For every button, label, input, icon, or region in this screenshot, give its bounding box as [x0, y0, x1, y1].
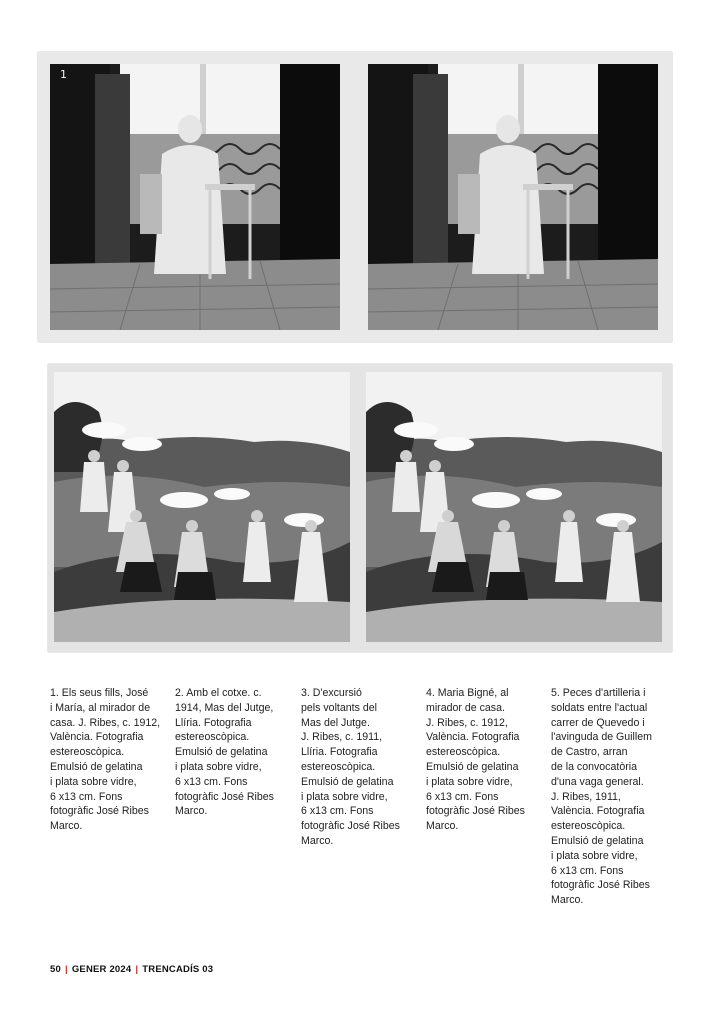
stereo-photo-1-right: [368, 64, 658, 330]
photo-number-2: 2: [66, 378, 73, 391]
page-number: 50: [50, 964, 61, 975]
caption-1: 1. Els seus fills, José i María, al mirador de casa. J. Ribes, c. 1912, València. Fotografia estereoscòpica. Emulsió de gelatina i plata sobre vidre, 6 x13 cm. Fons fotogràfic José Ribes Marco.: [50, 687, 161, 833]
group-excursion-image: [54, 372, 350, 642]
caption-2: 2. Amb el cotxe. c. 1914, Mas del Jutge, Llíria. Fotografia estereoscòpica. Emulsió de gelatina i plata sobre vidre, 6 x13 cm. Fons fotogràfic José Ribes Marco.: [175, 687, 274, 818]
caption-4: 4. Maria Bigné, al mirador de casa. J. Ribes, c. 1912, València. Fotografia estereoscòpica. Emulsió de gelatina i plata sobre vidre, 6 x13 cm. Fons fotogràfic José Ribes Marco.: [426, 687, 525, 833]
woman-reading-image: [50, 64, 340, 330]
caption-3: 3. D'excursió pels voltants del Mas del Jutge. J. Ribes, c. 1911, Llíria. Fotografia estereoscòpica. Emulsió de gelatina i plata sobre vidre, 6 x13 cm. Fons fotogràfic José Ribes Marco.: [301, 687, 400, 847]
stereo-photo-2-left: [54, 372, 350, 642]
stereo-photo-2-right: [366, 372, 662, 642]
caption-5: 5. Peces d'artilleria i soldats entre l'actual carrer de Quevedo i l'avinguda de Guillem de Castro, arran de la convocatòria d'una vaga general. J. Ribes, 1911, València. Fotografia estereoscòpica. Emulsió de gelatina i plata sobre vidre, 6 x13 cm. Fons fotogràfic José Ribes Marco.: [551, 687, 652, 907]
group-excursion-image-duplicate: [366, 372, 662, 642]
page-footer: [50, 964, 213, 975]
woman-reading-image-duplicate: [368, 64, 658, 330]
stereo-photo-1: [38, 52, 672, 342]
footer-separator: |: [135, 964, 139, 975]
footer-separator: |: [64, 964, 68, 975]
photo-number-1: 1: [60, 68, 67, 81]
issue-date: GENER 2024: [71, 964, 132, 975]
stereo-photo-1-left: [50, 64, 340, 330]
magazine-name: TRENCADÍS 03: [142, 964, 214, 975]
stereo-photo-2: [48, 364, 672, 652]
